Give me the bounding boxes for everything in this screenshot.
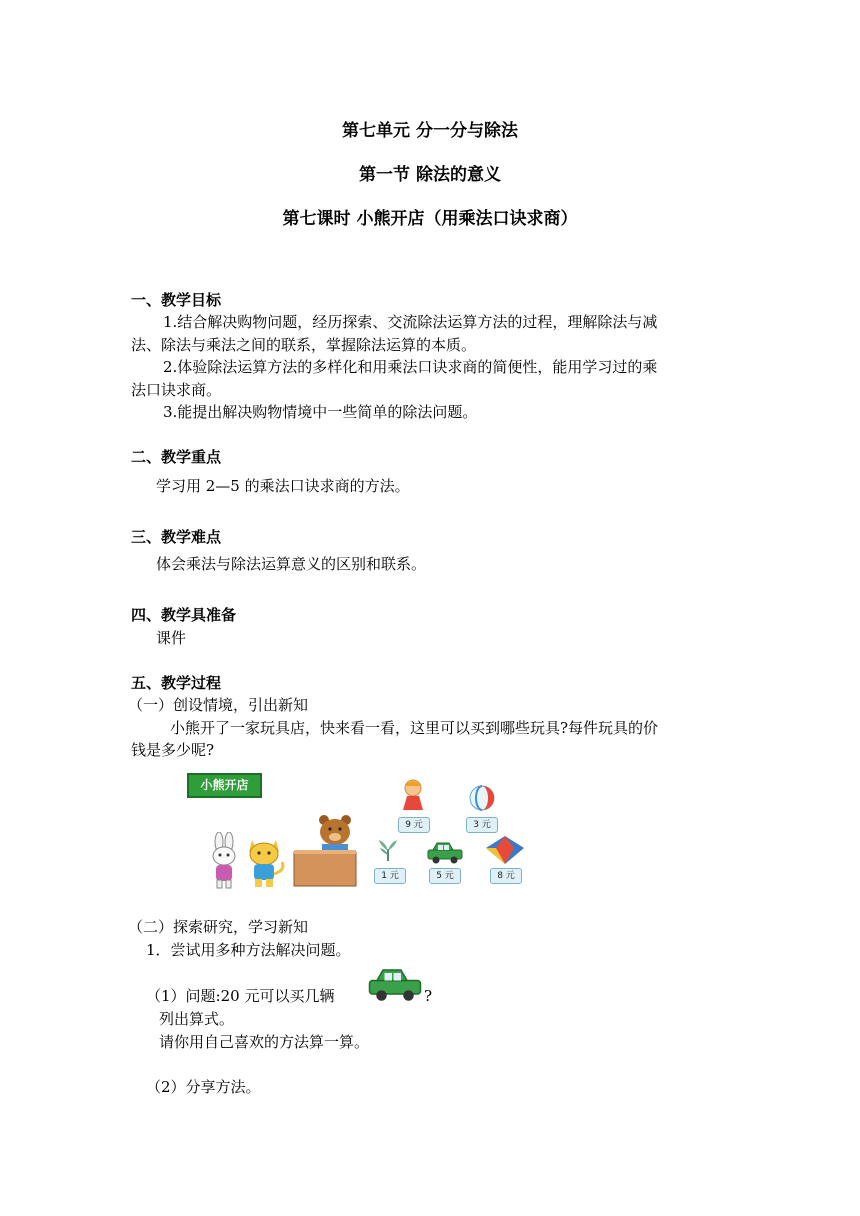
objective-2-line-2: 法口诀求商。 — [131, 381, 222, 399]
question-1-mark: ? — [424, 987, 433, 1005]
objective-1-line-2: 法、除法与乘法之间的联系，掌握除法运算的本质。 — [131, 336, 477, 354]
question-1-instruction-2: 请你用自己喜欢的方法算一算。 — [159, 1033, 370, 1051]
process-heading: 五、教学过程 — [131, 674, 222, 692]
kite-icon — [484, 834, 526, 866]
bear-shopkeeper-icon — [292, 812, 360, 888]
ball-price-tag: 3 元 — [466, 817, 498, 833]
cat-icon — [246, 834, 290, 890]
kite-price-tag: 8 元 — [490, 868, 522, 884]
toy-car-icon — [368, 968, 422, 1002]
objective-3: 3.能提出解决购物情境中一些简单的除法问题。 — [163, 403, 478, 421]
toy-car-icon — [427, 842, 463, 864]
question-1-instruction-1: 列出算式。 — [159, 1010, 235, 1028]
car-price-tag: 5 元 — [429, 868, 461, 884]
intro-line-1: 小熊开了一家玩具店，快来看一看，这里可以买到哪些玩具?每件玩具的价 — [170, 719, 659, 737]
difficulties-heading: 三、教学难点 — [131, 528, 222, 546]
ball-icon — [468, 784, 496, 812]
toy-shop-illustration — [180, 762, 535, 892]
shop-sign: 小熊开店 — [187, 773, 262, 798]
question-1: （1）问题:20 元可以买几辆 — [146, 987, 335, 1005]
lesson-title: 第七课时 小熊开店（用乘法口诀求商） — [282, 209, 578, 229]
objective-2-line-1: 2.体验除法运算方法的多样化和用乘法口诀求商的简便性，能用学习过的乘 — [163, 358, 658, 376]
process-part-1: （一）创设情境，引出新知 — [128, 696, 309, 714]
materials-heading: 四、教学具准备 — [131, 606, 237, 624]
doll-price-tag: 9 元 — [398, 817, 430, 833]
section-title: 第一节 除法的意义 — [359, 165, 501, 185]
difficulties-text: 体会乘法与除法运算意义的区别和联系。 — [156, 555, 427, 573]
intro-line-2: 钱是多少呢? — [131, 741, 215, 759]
objective-1-line-1: 1.结合解决购物问题，经历探索、交流除法运算方法的过程，理解除法与减 — [163, 313, 658, 331]
step-1: 1．尝试用多种方法解决问题。 — [146, 941, 351, 959]
materials-text: 课件 — [156, 629, 187, 647]
plant-icon — [376, 839, 400, 863]
process-part-2: （二）探索研究，学习新知 — [128, 918, 309, 936]
question-2: （2）分享方法。 — [146, 1078, 261, 1096]
plant-price-tag: 1 元 — [374, 868, 406, 884]
unit-title: 第七单元 分一分与除法 — [342, 121, 518, 141]
doll-icon — [399, 778, 427, 814]
rabbit-icon — [207, 832, 243, 892]
objectives-heading: 一、教学目标 — [131, 291, 222, 309]
key-points-heading: 二、教学重点 — [131, 448, 222, 466]
key-points-text: 学习用 2—5 的乘法口诀求商的方法。 — [156, 477, 410, 495]
